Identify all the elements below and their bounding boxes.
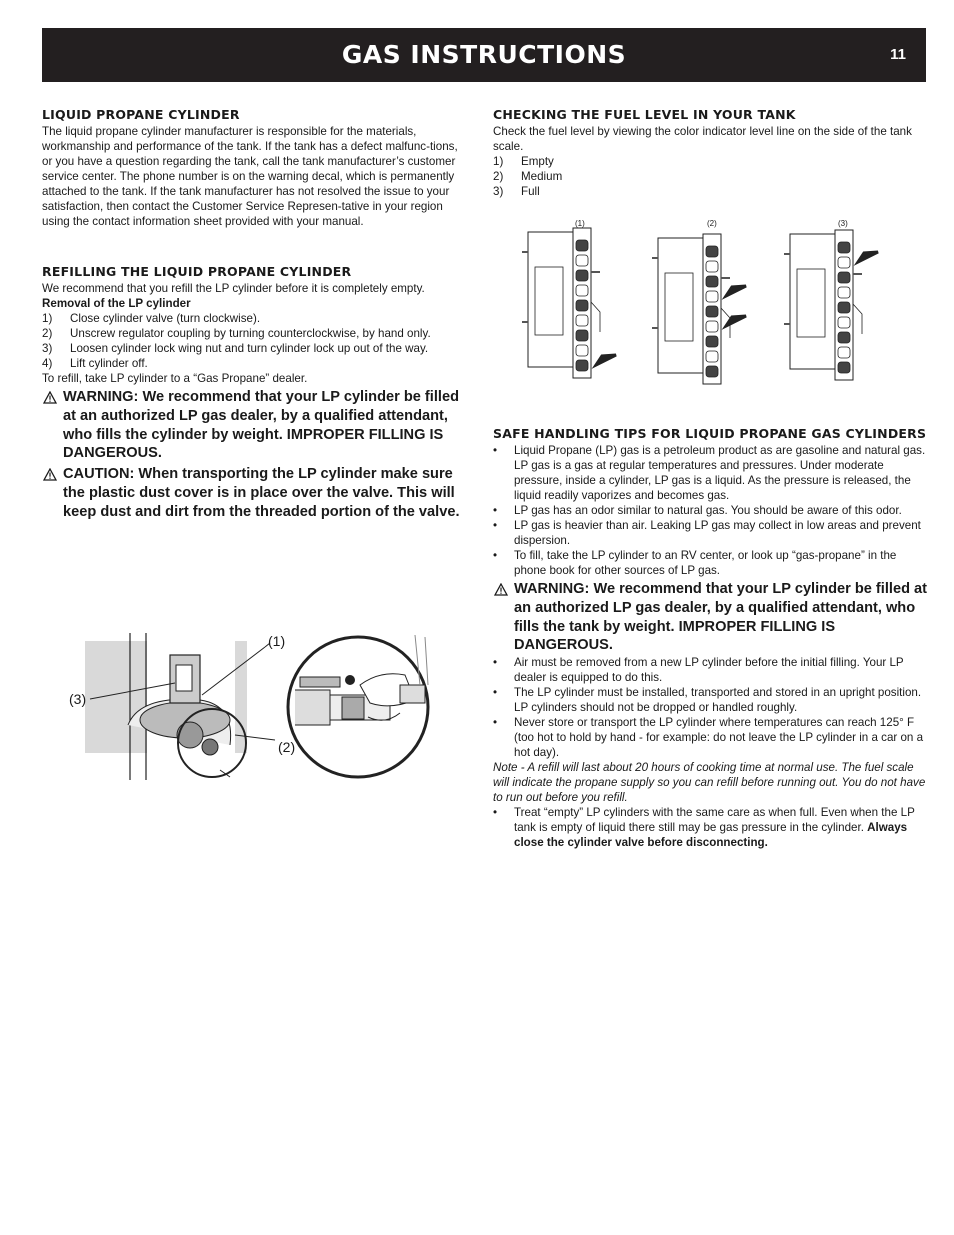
section-outro: To refill, take LP cylinder to a “Gas Propane” dealer. [42,372,308,385]
removal-steps [42,311,470,371]
scale-indicator [706,321,718,332]
scale-indicator [576,285,588,296]
figure-label-1: (1) [575,219,585,228]
section-refilling [42,263,470,522]
regulator-illustration [60,625,450,780]
warning-text: WARNING: We recommend that your LP cylinder be filled at an authorized LP gas dealer, by a qualified attendant, who fills the tank by weight. IMPROPER FILLING IS DANGEROUS. [514,581,928,654]
caution-text: CAUTION: When transporting the LP cylinder make sure the plastic dust cover is in place over the valve. This will keep dust and dirt from the threaded portion of the valve. [63,466,460,520]
scale-indicator [576,360,588,371]
scale-indicator [838,362,850,373]
scale-indicator [838,302,850,313]
section-heading: CHECKING THE FUEL LEVEL IN YOUR TANK [493,107,796,122]
section-heading: REFILLING THE LIQUID PROPANE CYLINDER [42,264,352,279]
scale-indicator [706,246,718,257]
callout-2: (2) [278,739,296,755]
page-header [42,28,926,82]
callout-3: (3) [69,691,87,707]
scale-indicator [576,315,588,326]
section-heading: LIQUID PROPANE CYLINDER [42,107,240,122]
list-item: 4) Lift cylinder off. [42,357,148,370]
list-item: • LP gas has an odor similar to natural gas. You should be aware of this odor. [493,504,902,517]
figure-label-2: (2) [707,219,717,228]
page-number: 11 [890,46,906,63]
scale-indicator [838,257,850,268]
scale-indicator [576,240,588,251]
list-item: • Treat “empty” LP cylinders with the same care as when full. Even when the LP tank is empty of liquid there still may be gas pressure in the cylinder. Always close the cylinder valve before disconnecting. [493,806,915,850]
level-arrow [726,286,746,296]
list-item: 2) Unscrew regulator coupling by turning counterclockwise, by hand only. [42,327,431,340]
section-heading: SAFE HANDLING TIPS FOR LIQUID PROPANE GAS CYLINDERS [493,426,927,441]
warning-triangle-icon [493,580,514,655]
list-item: 1) Empty [493,155,554,168]
scale-indicator [838,347,850,358]
warning-triangle-icon [42,465,63,521]
list-item: • LP gas is heavier than air. Leaking LP gas may collect in low areas and prevent dispersion. [493,519,921,547]
list-item: • To fill, take the LP cylinder to an RV center, or look up “gas-propane” in the phone book for other sources of LP gas. [493,549,897,577]
section-body: Check the fuel level by viewing the color indicator level line on the side of the tank scale. [493,125,912,153]
list-item: 2) Medium [493,170,563,183]
tank-window [535,267,563,335]
section-intro: We recommend that you refill the LP cylinder before it is completely empty. [42,282,425,295]
scale-indicator [838,287,850,298]
figure-label-3: (3) [838,219,848,228]
scale-indicator [838,332,850,343]
scale-indicator [838,242,850,253]
tank-window [797,269,825,337]
scale-indicator [706,336,718,347]
scale-indicator [706,306,718,317]
scale-indicator [706,351,718,362]
list-item: 1) Close cylinder valve (turn clockwise). [42,312,261,325]
scale-indicator [706,366,718,377]
list-item: • Liquid Propane (LP) gas is a petroleum product as are gasoline and natural gas. LP gas is a gas at regular temperatures and pressures. Under moderate pressure, inside a cylinder, LP gas is a liquid. As the pressure is released, the liquid readily vaporizes and becomes gas. [493,444,926,502]
safe-handling-bullets-2 [493,655,929,760]
page-title: GAS INSTRUCTIONS [341,40,627,69]
level-arrow [596,355,616,365]
level-arrow [726,316,746,326]
list-item: • Air must be removed from a new LP cylinder before the initial filling. Your LP dealer is equipped to do this. [493,656,904,685]
list-item: • Never store or transport the LP cylinder where temperatures can reach 125° F (too hot to hold by hand - for example: do not leave the LP cylinder in a car on a hot day). [493,716,924,760]
tank-window [665,273,693,341]
warning-triangle-icon [42,388,63,463]
scale-indicator [576,255,588,266]
section-safe-handling [493,425,929,850]
scale-spring [853,304,862,334]
callout-1: (1) [268,633,286,649]
scale-indicator [706,261,718,272]
left-column [42,106,470,522]
scale-indicator [706,291,718,302]
section-lp-cylinder [42,106,470,229]
fuel-level-list [493,154,929,199]
scale-indicator [838,272,850,283]
warning-text: WARNING: We recommend that your LP cylinder be filled at an authorized LP gas dealer, by a qualified attendant, who fills the cylinder by weight. IMPROPER FILLING IS DANGEROUS. [63,389,459,462]
warning-block [42,388,470,463]
scale-indicator [576,270,588,281]
warning-block [493,580,929,655]
refill-note: Note - A refill will last about 20 hours of cooking time at normal use. The fuel scale will indicate the propane supply so you can refill before running out. You do not have to run out before you refill. [493,761,926,805]
section-fuel-level [493,106,929,199]
caution-block [42,465,470,521]
safe-handling-bullets-3 [493,805,929,850]
scale-spring [591,302,600,332]
level-arrow [858,252,878,262]
scale-indicator [576,330,588,341]
list-item: 3) Loosen cylinder lock wing nut and turn cylinder lock up out of the way. [42,342,429,355]
safe-handling-bullets [493,443,929,578]
scale-indicator [706,276,718,287]
scale-indicator [576,300,588,311]
fuel-level-illustration [520,218,890,398]
list-item: 3) Full [493,185,540,198]
list-item: • The LP cylinder must be installed, transported and stored in an upright position. LP cylinders should not be dropped or handled roughly. [493,686,922,715]
section-body: The liquid propane cylinder manufacturer is responsible for the materials, workmanship and performance of the tank. If the tank has a defect malfunc-tions, or you have a question regarding the tank, call the tank manufacturer’s customer service center. The phone number is on the warning decal, which is permanently attached to the tank. If the tank manufacturer has not resolved the issue to your satisfaction, then contact the Customer Service Represen-tative in your region using the contact information sheet provided with your manual. [42,125,458,228]
scale-indicator [576,345,588,356]
scale-indicator [838,317,850,328]
section-subheading: Removal of the LP cylinder [42,297,191,310]
